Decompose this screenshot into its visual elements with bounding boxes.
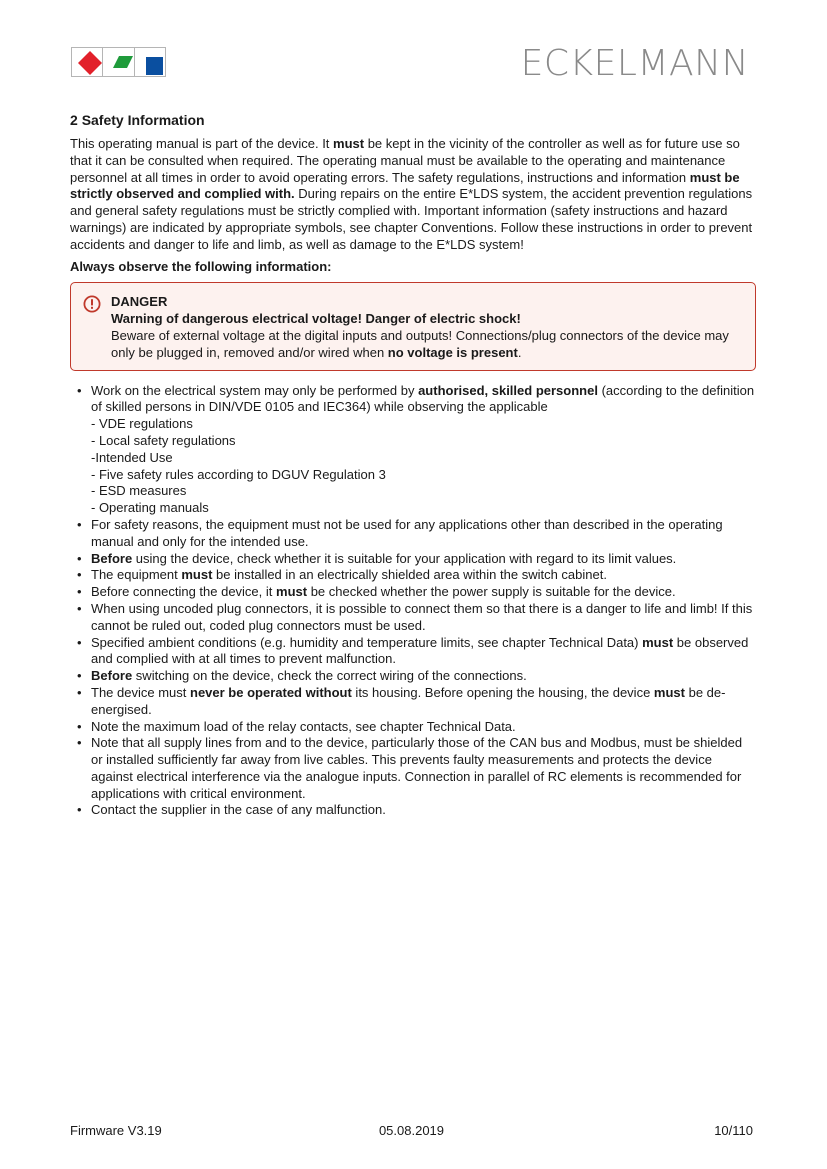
- emphasis-text: must: [333, 136, 365, 151]
- section-number: 2: [70, 112, 78, 128]
- emphasis-text: must be strictly observed and complied with.: [70, 169, 740, 202]
- text-run: For safety reasons, the equipment must not be used for any applications other than described in the operating manual and only for the intended use.: [91, 516, 723, 549]
- bullet-item: [70, 383, 756, 517]
- section-heading: [70, 110, 756, 130]
- text-run: When using uncoded plug connectors, it is possible to connect them so that there is a danger to life and limb! If this cannot be ruled out, coded plug connectors must be used.: [91, 600, 753, 633]
- text-run: Specified ambient conditions (e.g. humidity and temperature limits, see chapter Technical Data): [91, 634, 643, 650]
- text-run: be checked whether the power supply is suitable for the device.: [307, 584, 676, 600]
- emphasis-text: must: [181, 567, 213, 583]
- sub-list-item: - Operating manuals: [91, 500, 209, 516]
- danger-title: DANGER: [111, 294, 168, 310]
- text-run: The device must: [91, 684, 190, 700]
- footer-firmware: Firmware V3.19: [70, 1123, 162, 1138]
- text-run: be observed and complied with at all times to prevent malfunction.: [91, 634, 749, 667]
- bullet-item: [70, 551, 756, 568]
- emphasis-text: Before: [91, 550, 133, 566]
- danger-text: [111, 328, 743, 362]
- bullet-item: [70, 517, 756, 551]
- sub-list-item: - VDE regulations: [91, 416, 193, 432]
- logo-blue-square: [146, 57, 163, 75]
- brand-name: ECKELMANN: [520, 43, 749, 84]
- safety-bullet-list: [70, 383, 756, 820]
- text-run: Beware of external voltage at the digital inputs and outputs! Connections/plug connectors of the device may only be plugged in, removed and/or wired when: [111, 327, 729, 360]
- intro-paragraph: [70, 136, 756, 254]
- text-run: using the device, check whether it is suitable for your application with regard to its limit values.: [132, 550, 677, 566]
- text-run: (according to the definition of skilled persons in DIN/VDE 0105 and IEC364) while observing the applicable: [91, 382, 755, 415]
- bullet-item: [70, 668, 756, 685]
- footer-date: 05.08.2019: [378, 1123, 445, 1138]
- text-run: be kept in the vicinity of the controller as well as for future use so that it can be consulted when required. The operating manual must be available to the operating and maintenance personnel at all times in order to avoid operating errors. The safety regulations, instructions and information: [70, 136, 740, 185]
- emphasis-text: must: [653, 684, 685, 700]
- sub-list-item: - ESD measures: [91, 483, 187, 499]
- footer-page-number: 10/110: [714, 1123, 753, 1138]
- danger-warning: Warning of dangerous electrical voltage! Danger of electric shock!: [111, 311, 521, 327]
- text-run: its housing. Before opening the housing, the device: [351, 684, 654, 700]
- emphasis-text: must: [276, 584, 308, 600]
- text-run: Note the maximum load of the relay contacts, see chapter Technical Data.: [91, 718, 516, 734]
- bullet-item: [70, 802, 756, 819]
- emphasis-text: never be operated without: [190, 684, 352, 700]
- text-run: Work on the electrical system may only be performed by: [91, 382, 419, 398]
- sub-list-item: - Local safety regulations: [91, 432, 236, 448]
- bullet-item: [70, 601, 756, 635]
- page-content: [70, 110, 756, 819]
- bullet-item: [70, 584, 756, 601]
- bullet-item: [70, 635, 756, 669]
- emphasis-text: must: [642, 634, 674, 650]
- text-run: Contact the supplier in the case of any malfunction.: [91, 802, 386, 818]
- text-run: Note that all supply lines from and to the device, particularly those of the CAN bus and Modbus, must be shielded or installed sufficiently far away from live cables. This prevents faulty measurements and protects the device against electrical interference via the analogue inputs. Connection in parallel of RC elements is recommended for applications with critical environment.: [91, 735, 743, 801]
- emphasis-text: Before: [91, 668, 133, 684]
- text-run: Before connecting the device, it: [91, 584, 277, 600]
- page-footer: [70, 1123, 753, 1141]
- sub-list-item: -Intended Use: [91, 449, 173, 465]
- text-run: The equipment: [91, 567, 182, 583]
- text-run: be de-energised.: [91, 684, 726, 717]
- emphasis-text: authorised, skilled personnel: [418, 382, 598, 398]
- danger-exclamation-icon: [83, 295, 101, 313]
- emphasis-text: no voltage is present: [387, 344, 518, 360]
- bullet-item: [70, 719, 756, 736]
- always-observe-heading: Always observe the following information:: [70, 258, 332, 274]
- text-run: During repairs on the entire E*LDS system, the accident prevention regulations and general safety regulations must be strictly complied with. Important information (safety instructions and hazard warnings) are indicated by appropriate symbols, see chapter Conventions. Follow these instructions in order to prevent accidents and danger to life and limb, as well as damage to the E*LDS system!: [70, 186, 753, 252]
- eckelmann-logo: [71, 47, 166, 77]
- bullet-item: [70, 685, 756, 719]
- bullet-item: [70, 735, 756, 802]
- text-run: switching on the device, check the correct wiring of the connections.: [132, 668, 527, 684]
- text-run: be installed in an electrically shielded area within the switch cabinet.: [212, 567, 607, 583]
- bullet-item: [70, 567, 756, 584]
- text-run: .: [517, 344, 522, 360]
- danger-box: [70, 282, 756, 370]
- text-run: This operating manual is part of the device. It: [70, 136, 334, 151]
- section-title: Safety Information: [81, 112, 205, 128]
- sub-list-item: - Five safety rules according to DGUV Regulation 3: [91, 466, 386, 482]
